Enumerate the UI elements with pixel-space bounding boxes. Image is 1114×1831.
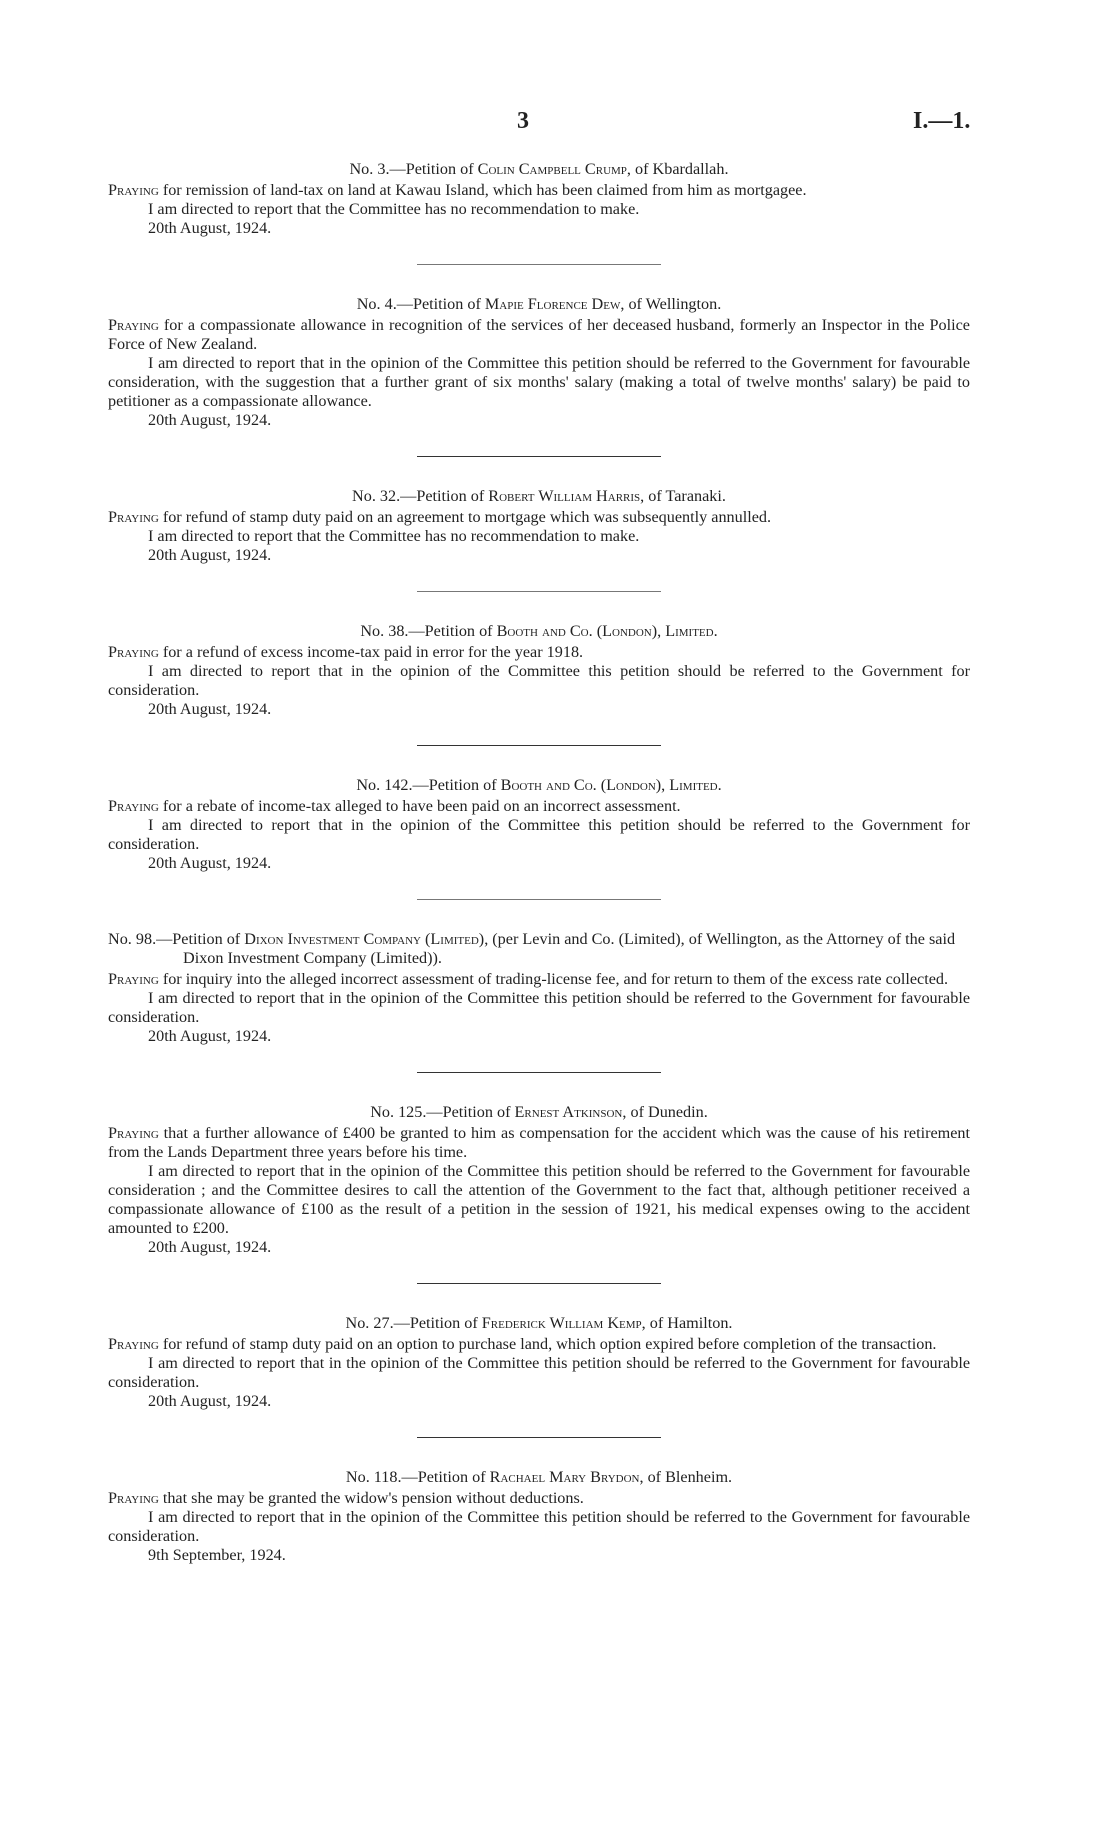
- committee-report: I am directed to report that in the opinion of the Committee this petition should be referred to the Government for consideration.: [108, 662, 970, 699]
- report-date: 20th August, 1924.: [148, 1392, 272, 1410]
- prayer-text: for refund of stamp duty paid on an option to purchase land, which option expired before completion of the transaction.: [162, 1335, 937, 1353]
- petition-title: [108, 160, 970, 179]
- prayer-text: for inquiry into the alleged incorrect assessment of trading-license fee, and for return to them of the excess rate collected.: [162, 970, 949, 988]
- prayer-text: that a further allowance of £400 be granted to him as compensation for the accident which was the cause of his retirement from the Lands Department three years before his time.: [108, 1124, 971, 1161]
- petition-title: [108, 1314, 970, 1333]
- petitioner-name: Ernest Atkinson: [514, 1103, 623, 1121]
- petition-number: No. 142.—Petition of: [356, 776, 497, 794]
- page-number: 3: [517, 108, 529, 134]
- praying-label: Praying: [108, 181, 159, 199]
- petition-entry: [108, 776, 970, 873]
- petition-number: No. 118.—Petition of: [345, 1468, 486, 1486]
- report-date: 20th August, 1924.: [148, 700, 272, 718]
- petition-number: No. 32.—Petition of: [352, 487, 485, 505]
- section-divider: [417, 264, 661, 265]
- report-date: 20th August, 1924.: [148, 219, 272, 237]
- report-date: 20th August, 1924.: [148, 411, 272, 429]
- committee-report: I am directed to report that in the opinion of the Committee this petition should be referred to the Government for favourable consideration.: [108, 989, 970, 1026]
- prayer-text: for refund of stamp duty paid on an agreement to mortgage which was subsequently annulled.: [162, 508, 772, 526]
- petition-prayer: [108, 797, 970, 816]
- petitioner-name: Dixon Investment Company (Limited): [244, 930, 485, 948]
- praying-label: Praying: [108, 1489, 159, 1507]
- petitioner-name: Robert William Harris: [488, 487, 641, 505]
- committee-report: I am directed to report that in the opinion of the Committee this petition should be referred to the Government for favourable consideration.: [108, 1508, 970, 1545]
- paper-reference: I.—1.: [913, 108, 971, 134]
- section-divider: [417, 745, 661, 746]
- petition-prayer: [108, 181, 970, 200]
- petition-number: No. 38.—Petition of: [360, 622, 493, 640]
- petition-entry: [108, 1103, 970, 1257]
- report-date: 20th August, 1924.: [148, 1027, 272, 1045]
- petition-title: [108, 622, 970, 641]
- petition-prayer: [108, 1489, 970, 1508]
- petition-prayer: [108, 970, 970, 989]
- petition-entry: [108, 622, 970, 719]
- petitioner-location: , of Dunedin.: [622, 1103, 708, 1121]
- section-divider: [417, 899, 661, 900]
- petitioner-location: , of Hamilton.: [641, 1314, 733, 1332]
- praying-label: Praying: [108, 508, 159, 526]
- praying-label: Praying: [108, 1124, 159, 1142]
- petitioner-name: Frederick William Kemp: [481, 1314, 642, 1332]
- petition-title: [108, 295, 970, 314]
- section-divider: [417, 591, 661, 592]
- petition-prayer: [108, 1124, 970, 1162]
- committee-report: I am directed to report that in the opinion of the Committee this petition should be referred to the Government for favourable consideration.: [108, 1354, 970, 1391]
- committee-report: I am directed to report that the Committee has no recommendation to make.: [148, 200, 640, 218]
- petitioner-name: Rachael Mary Brydon: [489, 1468, 640, 1486]
- report-date: 20th August, 1924.: [148, 1238, 272, 1256]
- petition-number: No. 98.—Petition of: [108, 930, 241, 948]
- section-divider: [417, 1283, 661, 1284]
- committee-report: I am directed to report that the Committee has no recommendation to make.: [148, 527, 640, 545]
- petition-prayer: [108, 643, 970, 662]
- petition-entry: [108, 1468, 970, 1565]
- petition-number: No. 3.—Petition of: [349, 160, 474, 178]
- praying-label: Praying: [108, 643, 159, 661]
- report-date: 20th August, 1924.: [148, 546, 272, 564]
- praying-label: Praying: [108, 1335, 159, 1353]
- petitioner-location: , of Kbardallah.: [626, 160, 729, 178]
- petition-title: [108, 930, 970, 968]
- section-divider: [417, 456, 661, 457]
- petition-prayer: [108, 508, 970, 527]
- petition-entry: [108, 160, 970, 238]
- praying-label: Praying: [108, 970, 159, 988]
- petitions-list: [108, 160, 970, 1565]
- petitioner-name: Colin Campbell Crump: [477, 160, 627, 178]
- petitioner-location: , (per Levin and Co. (Limited), of Wellington, as the Attorney of the said Dixon Investment Company (Limited)).: [183, 930, 956, 967]
- committee-report: I am directed to report that in the opinion of the Committee this petition should be referred to the Government for favourable consideration, with the suggestion that a further grant of six months' salary (making a total of twelve months' salary) be paid to petitioner as a compassionate allowance.: [108, 354, 970, 410]
- petition-title: [108, 1103, 970, 1122]
- praying-label: Praying: [108, 797, 159, 815]
- petitioner-name: Booth and Co. (London), Limited.: [496, 622, 718, 640]
- section-divider: [417, 1437, 661, 1438]
- petitioner-location: , of Taranaki.: [640, 487, 726, 505]
- committee-report: I am directed to report that in the opinion of the Committee this petition should be referred to the Government for consideration.: [108, 816, 970, 853]
- report-date: 20th August, 1924.: [148, 854, 272, 872]
- petition-prayer: [108, 316, 970, 354]
- petition-entry: [108, 1314, 970, 1411]
- prayer-text: for a refund of excess income-tax paid in error for the year 1918.: [162, 643, 584, 661]
- petitioner-name: Booth and Co. (London), Limited.: [500, 776, 722, 794]
- petitioner-location: , of Wellington.: [620, 295, 722, 313]
- report-date: 9th September, 1924.: [148, 1546, 286, 1564]
- prayer-text: that she may be granted the widow's pension without deductions.: [162, 1489, 584, 1507]
- petition-number: No. 27.—Petition of: [345, 1314, 478, 1332]
- petition-number: No. 4.—Petition of: [356, 295, 481, 313]
- petition-prayer: [108, 1335, 970, 1354]
- prayer-text: for a rebate of income-tax alleged to have been paid on an incorrect assessment.: [162, 797, 681, 815]
- petition-entry: [108, 930, 970, 1046]
- petitioner-location: , of Blenheim.: [639, 1468, 733, 1486]
- prayer-text: for a compassionate allowance in recognition of the services of her deceased husband, formerly an Inspector in the Police Force of New Zealand.: [108, 316, 970, 353]
- prayer-text: for remission of land-tax on land at Kawau Island, which has been claimed from him as mortgagee.: [162, 181, 807, 199]
- petition-entry: [108, 487, 970, 565]
- committee-report: I am directed to report that in the opinion of the Committee this petition should be referred to the Government for favourable consideration ; and the Committee desires to call the attention of the Government to the fact that, although petitioner received a compassionate allowance of £100 as the result of a petition in the session of 1921, his medical expenses owing to the accident amounted to £200.: [108, 1162, 970, 1237]
- petition-title: [108, 487, 970, 506]
- petitioner-name: Mapie Florence Dew: [484, 295, 621, 313]
- page-header: [0, 108, 1114, 144]
- petition-title: [108, 776, 970, 795]
- petition-title: [108, 1468, 970, 1487]
- petition-number: No. 125.—Petition of: [370, 1103, 511, 1121]
- praying-label: Praying: [108, 316, 159, 334]
- petition-entry: [108, 295, 970, 430]
- section-divider: [417, 1072, 661, 1073]
